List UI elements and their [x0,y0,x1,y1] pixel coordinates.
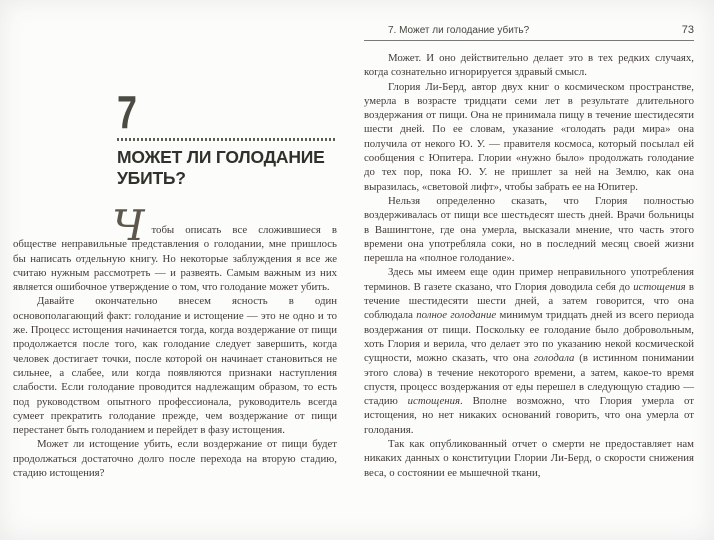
running-title: 7. Может ли голодание убить? [388,25,530,36]
text-segment: Может ли истощение убить, если воздержание от пищи будет продолжаться достаточно долго после перехода на вторую стадию, стадию истощения? [13,438,337,480]
body-paragraph [364,51,694,80]
right-page [357,0,714,540]
drop-cap-letter: Ч [112,201,145,250]
text-segment: Так как опубликованный отчет о смерти не предоставляет нам никаких данных о конституции Глории Ли-Берд, о скорости снижения веса, о состоянии ее мышечной ткани, [364,438,694,479]
body-paragraph [13,294,337,437]
text-segment: Может. И оно действительно делает это в тех редких случаях, когда сознательно игнорируется здравый смысл. [364,52,694,79]
text-segment: Здесь мы имеем еще один пример неправильного употребления терминов. В газете сказано, что Глория доводила себя до [364,266,694,293]
right-page-body [364,51,694,480]
body-paragraph [13,201,337,294]
body-paragraph [364,80,694,194]
chapter-dotted-rule [117,138,337,141]
chapter-number: 7 [117,86,137,138]
page-header [364,24,694,36]
emphasized-term: голодала [533,352,575,365]
text-segment: Глория Ли-Берд, автор двух книг о космическом пространстве, умерла в возрасте тридцати семи лет в результате длительного воздержания от пищи. Она не принимала пищу в течение шестидесяти шести дней. По ее словам, указание «голодать ради мира» она получила от некого Ю. У. — правителя космоса, который посылал ей сообщения с Юпитера. Глории «нужно было» продолжать голодание до тех пор, пока Ю. У. не пришлет за ней на Землю, как она выразилась, «световой лифт», чтобы забрать ее на Юпитер. [364,80,694,193]
text-segment: . Вполне возможно, что Глория умерла от истощения, но нет никаких оснований говорить, что она умерла от голодания. [364,395,694,436]
chapter-title-line1: МОЖЕТ ЛИ ГОЛОДАНИЕ [117,147,325,167]
body-paragraph [364,265,694,437]
chapter-title-line2: УБИТЬ? [117,168,186,188]
page-number: 73 [681,24,694,36]
body-paragraph [13,437,337,480]
text-segment: Давайте окончательно внесем ясность в один основополагающий факт: голодание и истощение — это не одно и то же. Процесс истощения начинается тогда, когда воздержание от пищи продолжается после того, как голодание следует завершить, когда человек достигает точки, после которой он начинает становиться не сильнее, а слабее, или когда появляются признаки наступления слабости. Если голодание проводится надлежащим образом, то есть под руководством опытного профессионала, руководитель всегда сумеет прекратить голодание прежде, чем воздержание от пищи перестанет быть голоданием и перейдет в фазу истощения. [13,295,337,437]
body-paragraph [364,194,694,265]
chapter-title [117,147,337,189]
text-segment: минимум тридцать дней из всего периода воздержания от пищи. Поскольку ее голодание было добровольным, хоть Глория и верила, что делает это по указанию некой космической сущности, можно сказать, что она [364,309,694,365]
header-rule [364,40,694,41]
body-paragraph [364,437,694,480]
emphasized-term: истощения [633,280,686,293]
text-segment: в течение шестидесяти шести дней, а затем говорится, что она соблюдала [364,280,694,322]
emphasized-term: полное голодание [416,309,497,322]
emphasized-term: истощения [407,395,461,408]
text-segment: Нельзя определенно сказать, что Глория полностью воздерживалась от пищи все шестьдесят шесть дней. Врачи больницы в Вашингтоне, где она умерла, высказали мнение, что часть этого времени она употребляла соки, но в последний месяц своей жизни перешла на «полное голодание». [364,194,694,265]
text-segment: (в истинном понимании этого слова) в течение некоторого времени, а затем, какое-то время спустя, процесс воздержания от еды перешел в следующую стадию — стадию [364,352,694,408]
chapter-heading [117,86,337,189]
left-page-body [13,201,337,480]
text-segment: тобы описать все сложившиеся в обществе неправильные представления о голодании, мне пришлось бы написать отдельную книгу. Но некоторые заблуждения я все же считаю нужным рассмотреть — и развеять. Самым важным из них является ошибочное утверждение о том, что голодание может убить. [13,224,337,294]
